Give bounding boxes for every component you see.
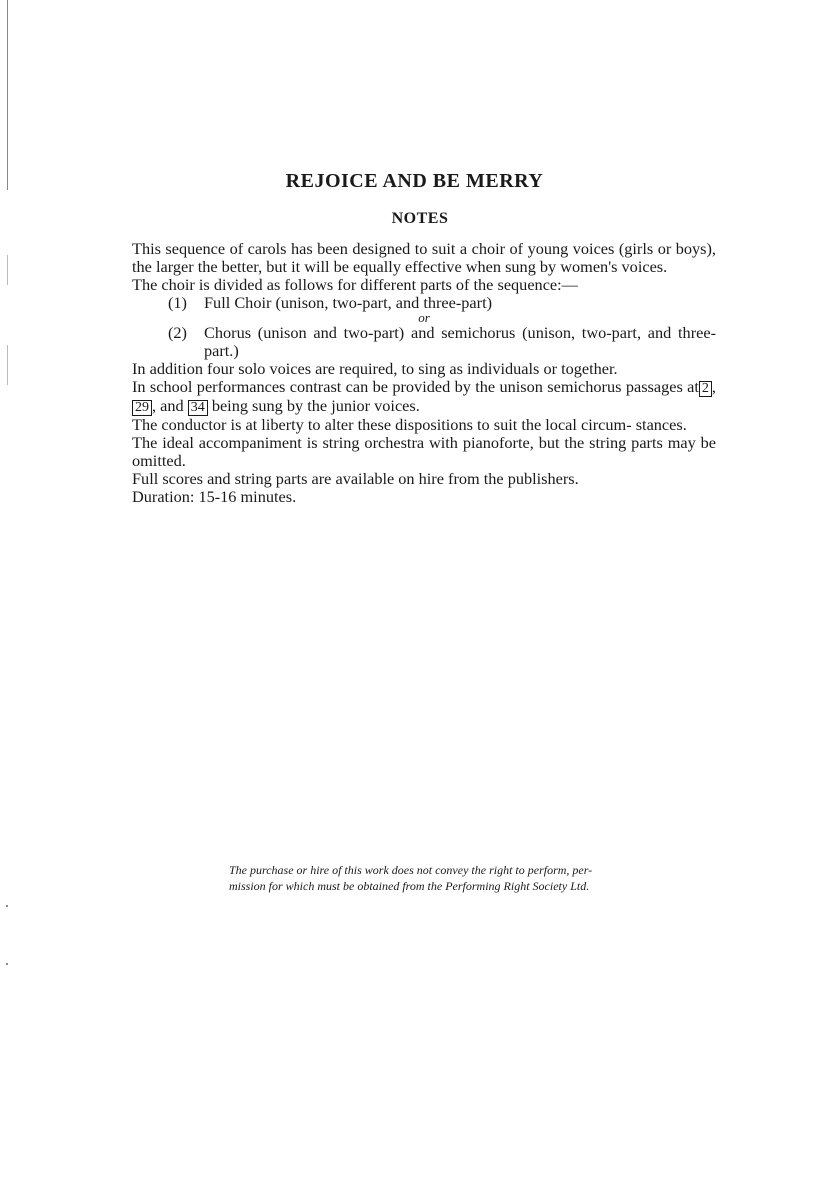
conductor-note (132, 416, 716, 434)
conductor-line: stances. (635, 415, 687, 434)
or-separator: or (418, 310, 430, 325)
scores-note: Full scores and string parts are available on hire from the publishers. (132, 469, 579, 488)
option-text: and three-part.) (204, 323, 716, 360)
school-note-line: In school performances contrast can be provided by the unison semichorus (132, 377, 622, 396)
duration: Duration: 15-16 minutes. (132, 487, 297, 506)
option-1 (132, 294, 716, 312)
margin-rule (7, 0, 8, 190)
option-2 (132, 324, 716, 360)
option-number: (1) (168, 293, 187, 312)
rehearsal-mark: 29 (132, 400, 152, 416)
rehearsal-mark: 34 (188, 400, 208, 416)
intro-line: or boys), the larger the better, but it will be equally effective when sung by (132, 239, 716, 276)
rehearsal-mark: 2 (699, 381, 712, 397)
school-note (132, 378, 716, 416)
accompaniment-note (132, 434, 716, 470)
conductor-line: The conductor is at liberty to alter these dispositions to suit the local circum- (132, 415, 632, 434)
school-note-suffix: being sung by the junior voices. (211, 396, 420, 415)
margin-rule-lower-2 (7, 345, 8, 385)
solo-note: In addition four solo voices are required, to sing as individuals or together. (132, 359, 618, 378)
margin-rule-lower (7, 255, 8, 285)
accompaniment-line: The ideal accompaniment is string orchestra with pianoforte, but the string (132, 433, 627, 452)
school-note-prefix: passages at (625, 377, 699, 396)
rights-footnote (229, 862, 629, 894)
page-title: REJOICE AND BE MERRY (285, 170, 544, 192)
option-text: Chorus (unison and two-part) and semichorus (unison, two-part, (204, 323, 642, 342)
accompaniment-line: parts may be omitted. (132, 433, 717, 470)
separator: , and (152, 396, 184, 415)
section-heading: NOTES (391, 210, 449, 227)
footnote-line: mission for which must be obtained from the Performing Right Society Ltd. (229, 879, 590, 893)
intro-paragraph (132, 240, 716, 276)
scan-speck (6, 905, 8, 907)
intro-line: This sequence of carols has been designed to suit a choir of young voices (girls (132, 239, 654, 258)
option-number: (2) (168, 323, 187, 342)
separator: , (711, 377, 716, 396)
notes-body (132, 240, 716, 506)
footnote-line: The purchase or hire of this work does not convey the right to perform, per- (229, 863, 593, 877)
intro-line: women's voices. (560, 257, 668, 276)
scan-speck (6, 963, 8, 965)
division-intro: The choir is divided as follows for different parts of the sequence:— (132, 275, 578, 294)
option-text: Full Choir (unison, two-part, and three-part) (204, 293, 493, 312)
